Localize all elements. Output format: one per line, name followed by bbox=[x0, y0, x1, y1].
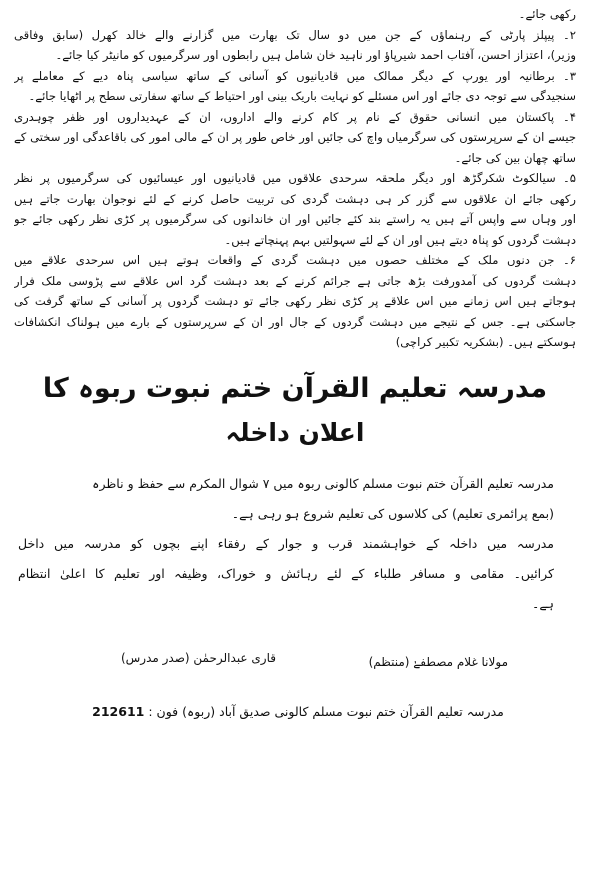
article-line-separator: ، bbox=[210, 109, 224, 124]
article-line bbox=[14, 312, 576, 333]
article-line-text: ۳۔ برطانیہ اور یورپ کے دیگر ممالک میں قادیانیوں کو آسانی کے ساتھ سیاسی پناہ دیے کے معاملے پر bbox=[14, 68, 576, 83]
address-text: مدرسہ تعلیم القرآن ختم نبوت مسلم کالونی صدیق آباد (ربوہ) فون : bbox=[148, 703, 504, 719]
article-line bbox=[14, 107, 576, 128]
notice-body bbox=[14, 469, 576, 619]
admission-notice bbox=[14, 367, 576, 725]
notice-line: (بمع پرائمری تعلیم) کی کلاسوں کی تعلیم شروع ہو رہی ہے۔ bbox=[231, 505, 554, 521]
article-line bbox=[14, 25, 576, 46]
article-line bbox=[14, 127, 576, 148]
article-line-text: جیسے ان کے سرپرستوں کی سرگرمیاں واچ کی جائیں اور خاص طور پر ان کے مالی امور کی باقاعدگی اور سختی کے bbox=[14, 130, 576, 144]
article-line bbox=[14, 189, 576, 210]
article-line-text: ہوجاتے ہیں اس زمانے میں اس علاقے پر کڑی نظر رکھی جائے تو دہشت گردوں پر آسانی کے ساتھ گرفت کی bbox=[14, 294, 576, 308]
article-line bbox=[14, 86, 576, 107]
notice-line: مدرسہ میں داخلہ کے خواہشمند قرب و جوار کے رفقاء اپنے بچوں کو مدرسہ میں داخل bbox=[18, 535, 554, 551]
article-line-text: رکھی جائے ان علاقوں سے گزر کر ہی دہشت گردی کی تربیت حاصل کرنے کے لئے نوجوان بھارت جاتے ہیں bbox=[14, 191, 576, 206]
article-line-separator: ، bbox=[543, 48, 551, 62]
notice-headline: مدرسہ تعلیم القرآن ختم نبوت ربوہ کا bbox=[42, 372, 548, 404]
signature-administrator: مولانا غلام مصطفےٰ (منتظم) bbox=[368, 654, 508, 669]
article-line bbox=[14, 291, 576, 312]
article-line-text: وزیر) bbox=[550, 48, 576, 62]
article-line-text-continued: ان کے عہدیداروں اور ظفر چوہدری bbox=[14, 109, 211, 124]
notice-address bbox=[14, 699, 576, 725]
article-line-text: دہشت گردوں کو پناہ دیتے ہیں اور ان کے لئے سہولتیں بہم پہنچاتے ہیں۔ bbox=[224, 232, 576, 247]
notice-line: مدرسہ تعلیم القرآن ختم نبوت مسلم کالونی ربوہ میں ۷ شوال المکرم سے حفظ و ناظرہ bbox=[92, 475, 554, 491]
article-body bbox=[14, 4, 576, 353]
article-line-text: ۴۔ پاکستان میں انسانی حقوق کے نام پر کام کرنے والے اداروں bbox=[223, 109, 576, 124]
article-line-text: دہشت گردوں کی آمدورفت بڑھ جاتی ہے جرائم کرنے کے بعد دہشت گرد اس علاقے سے پڑوسی ملک فرار bbox=[14, 273, 576, 288]
notice-subheadline: اعلان داخلہ bbox=[225, 417, 365, 447]
article-line-text: ہوسکتے ہیں۔ (بشکریہ تکبیر کراچی) bbox=[395, 335, 576, 349]
article-line bbox=[14, 45, 576, 66]
notice-signatures bbox=[14, 641, 576, 691]
article-line bbox=[14, 168, 576, 189]
article-line-text: جاسکتی ہے۔ جس کے نتیجے میں دہشت گردوں کے جال اور ان کے سرپرستوں کے بارے میں ہولناک انکشافات bbox=[14, 314, 576, 329]
phone-number: 212611 bbox=[92, 703, 145, 719]
article-line bbox=[14, 209, 576, 230]
article-line bbox=[14, 250, 576, 271]
article-line-text: ۲۔ پیپلز پارٹی کے رہنماؤں کے جن میں دو سال تک بھارت میں گزارنے والے خالد کھرل (سابق وفاقی bbox=[14, 27, 576, 42]
article-line-text-continued: اعتزاز احسن، آفتاب احمد شیرپاؤ اور ناہید خان شامل ہیں رابطوں اور سرگرمیوں کو مانیٹر کیا جائے۔ bbox=[55, 48, 544, 62]
article-line bbox=[14, 230, 576, 251]
article-line-text: ساتھ چھان بین کی جائے۔ bbox=[454, 150, 576, 165]
article-line bbox=[14, 332, 576, 353]
article-line bbox=[14, 4, 576, 25]
article-line-text: ۶۔ جن دنوں ملک کے مختلف حصوں میں دہشت گردی کے واقعات ہوتے ہیں اس سرحدی علاقے میں bbox=[14, 253, 576, 267]
article-line bbox=[14, 66, 576, 87]
article-line-text: اور وہاں سے واپس آتے ہیں یہ راستے بند کئے جائیں اور ان خاندانوں کی سرگرمیوں پر کڑی نظر رکھی جائے جو bbox=[14, 212, 576, 226]
article-line-text: ۵۔ سیالکوٹ شکرگڑھ اور دیگر ملحقہ سرحدی علاقوں میں قادیانیوں اور عیسائیوں کی سرگرمیوں پر نظر bbox=[14, 171, 576, 185]
article-line-text: رکھی جائے۔ bbox=[518, 7, 576, 21]
article-line bbox=[14, 148, 576, 169]
notice-line: ہے۔ bbox=[532, 595, 554, 611]
signature-head-teacher: قاری عبدالرحمٰن (صدر مدرس) bbox=[120, 650, 276, 665]
article-line-text: سنجیدگی سے توجہ دی جائے اور اس مسئلے کو نہایت باریک بینی اور احتیاط کے ساتھ سفارتی سطح پر اٹھایا جائے۔ bbox=[28, 89, 576, 103]
article-line bbox=[14, 271, 576, 292]
notice-line: کرائیں۔ مقامی و مسافر طلباء کے لئے رہائش و خوراک، وظیفہ اور تعلیم کا اعلیٰ انتظام bbox=[18, 565, 554, 581]
